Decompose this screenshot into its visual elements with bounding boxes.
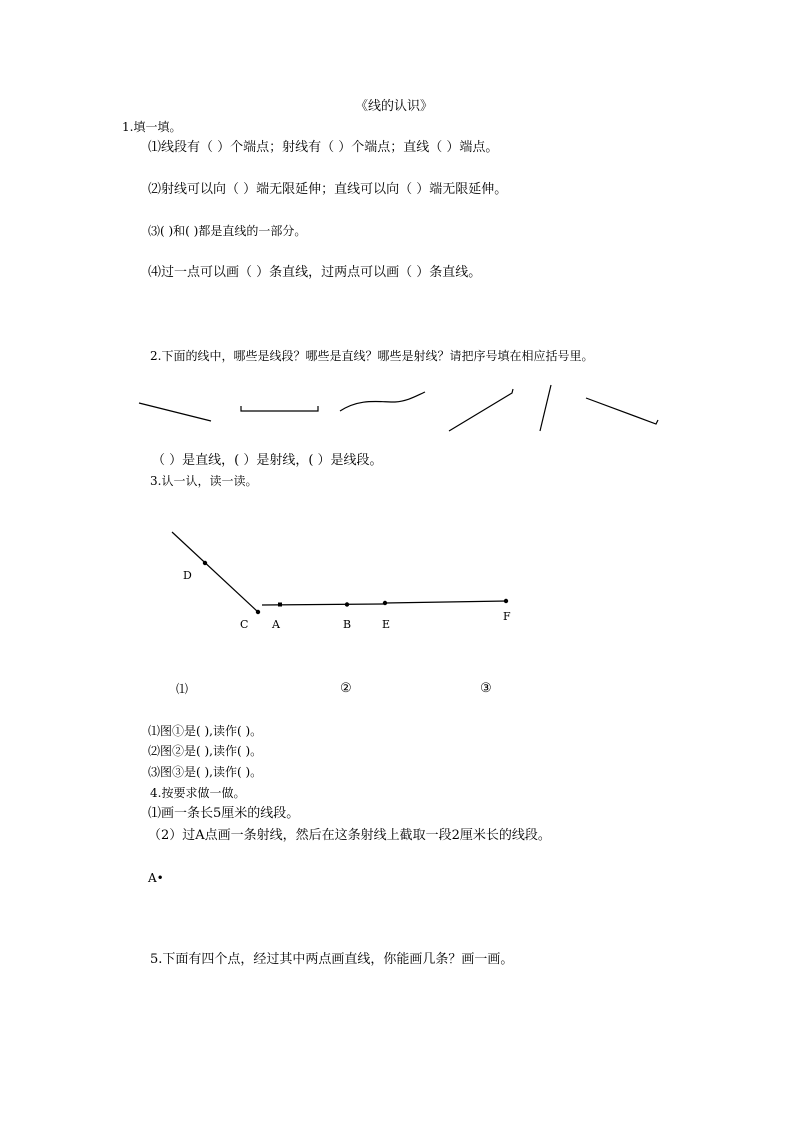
- q4-point-a: A•: [148, 871, 164, 885]
- q2-line-4: [449, 389, 513, 431]
- q3-item-2: ⑵图②是( ),读作( )。: [148, 744, 263, 758]
- q3-point-c: [256, 610, 260, 614]
- page-title: 《线的认识》: [355, 99, 434, 114]
- q2-heading: 2.下面的线中，哪些是线段？哪些是直线？哪些是射线？请把序号填在相应括号里。: [150, 349, 594, 363]
- q1-item-4: ⑷过一点可以画（ ）条直线，过两点可以画（ ）条直线。: [148, 265, 482, 280]
- label-c: C: [240, 618, 249, 631]
- label-d: D: [183, 569, 192, 582]
- q2-line-6: [586, 398, 658, 424]
- figure-number-1: ⑴: [176, 682, 189, 696]
- figure-number-2: ②: [340, 681, 352, 696]
- q5-heading: 5.下面有四个点，经过其中两点画直线，你能画几条？画一画。: [150, 952, 514, 967]
- q3-item-3: ⑶图③是( ),读作( )。: [148, 765, 263, 779]
- q4-item-1: ⑴画一条长5厘米的线段。: [148, 806, 300, 821]
- q3-point-f: [504, 599, 508, 603]
- q3-point-d: [203, 561, 207, 565]
- label-b: B: [343, 618, 352, 631]
- q2-line-2: [241, 406, 318, 411]
- label-f: F: [503, 610, 511, 623]
- label-a: A: [272, 618, 280, 631]
- q3-point-a: [278, 603, 282, 607]
- figure-number-3: ③: [480, 681, 492, 696]
- q4-heading: 4.按要求做一做。: [150, 786, 246, 800]
- q2-line-1: [139, 403, 211, 421]
- q3-point-b: [345, 602, 349, 606]
- q3-heading: 3.认一认，读一读。: [150, 474, 258, 488]
- q1-item-3: ⑶( )和( )都是直线的一部分。: [148, 224, 307, 238]
- q2-answer: （ ）是直线，( ）是射线，( ）是线段。: [152, 453, 383, 468]
- label-e: E: [382, 618, 391, 631]
- q2-curve-3: [340, 392, 425, 411]
- q3-item-1: ⑴图①是( ),读作( )。: [148, 724, 263, 738]
- q3-point-e: [383, 601, 387, 605]
- q1-item-1: ⑴线段有（ ）个端点；射线有（ ）个端点；直线（ ）端点。: [148, 140, 499, 155]
- q1-heading: 1.填一填。: [122, 120, 182, 134]
- q1-item-2: ⑵射线可以向（ ）端无限延伸；直线可以向（ ）端无限延伸。: [148, 182, 508, 197]
- q3-line-ef: [385, 601, 507, 603]
- q2-line-5: [540, 385, 551, 431]
- q4-item-2: （2）过A点画一条射线，然后在这条射线上截取一段2厘米长的线段。: [148, 828, 551, 843]
